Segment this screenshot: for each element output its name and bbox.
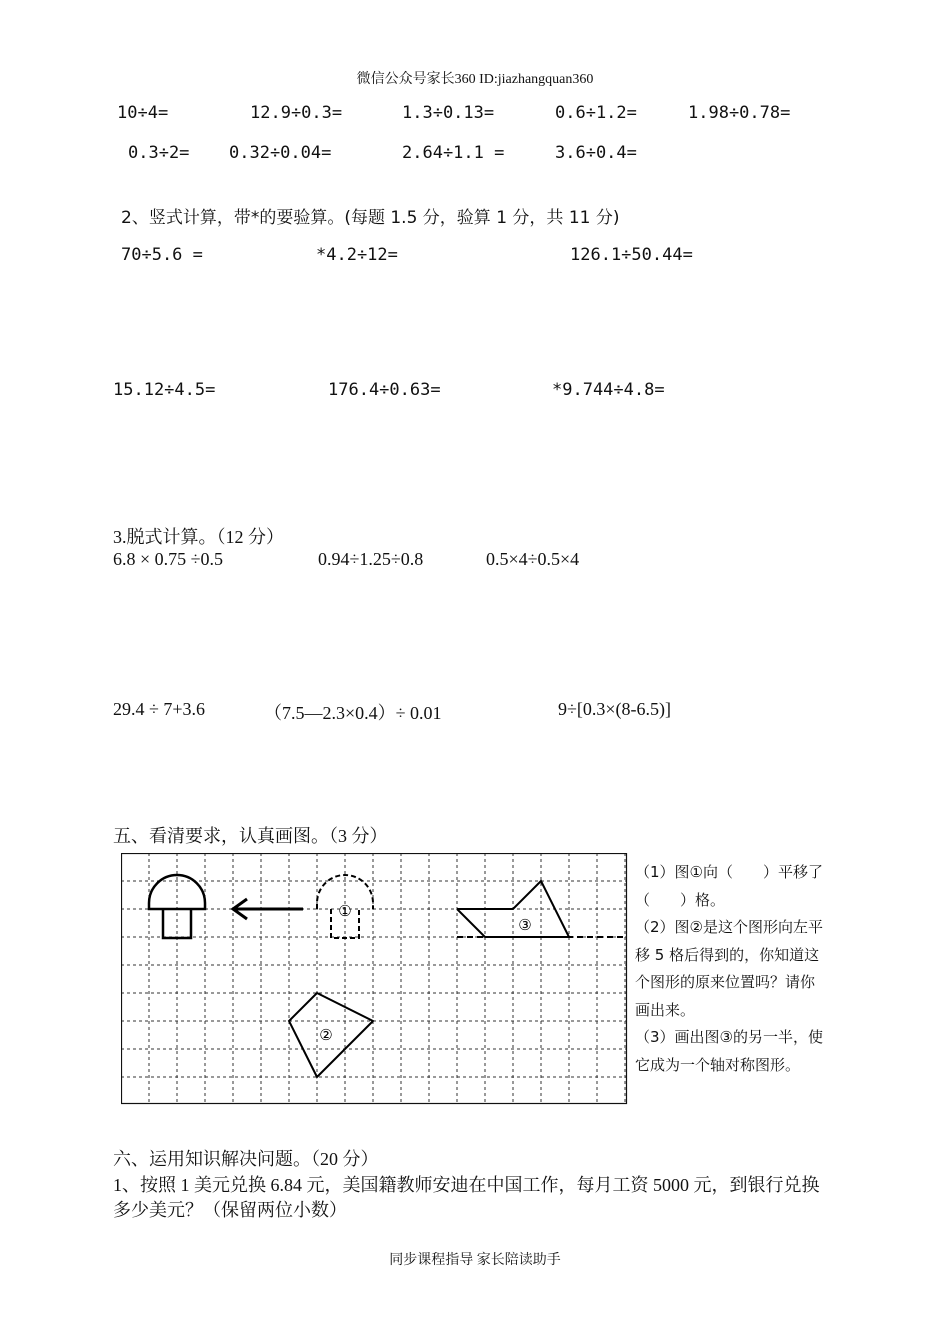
oral-item: 3.6÷0.4= — [555, 143, 637, 163]
stepwise-item: 6.8 × 0.75 ÷0.5 — [113, 549, 224, 569]
vertical-item: *4.2÷12= — [316, 245, 398, 265]
stepwise-item: （7.5—2.3×0.4）÷ 0.01 — [264, 703, 442, 723]
instruction-1: （1）图①向（ ）平移了（ ）格。 — [635, 863, 823, 909]
oral-item: 12.9÷0.3= — [250, 103, 343, 123]
page-footer: 同步课程指导 家长陪读助手 — [389, 1253, 561, 1268]
left-arrow — [233, 899, 303, 919]
oral-item: 2.64÷1.1 = — [402, 143, 505, 163]
vertical-item: 70÷5.6 = — [121, 245, 203, 265]
oral-item: 10÷4= — [117, 103, 169, 123]
drawing-instructions — [633, 859, 825, 1079]
problem-text: 1、按照 1 美元兑换 6.84 元，美国籍教师安迪在中国工作，每月工资 5000 元，到银行兑换 — [113, 1175, 820, 1195]
instruction-2: （2）图②是这个图形向左平移 5 格后得到的，你知道这个图形的原来位置吗？请你画出来。 — [635, 918, 823, 1019]
section-title: 五、看清要求，认真画图。（3 分） — [113, 826, 388, 846]
grid-border — [122, 854, 627, 1104]
section-title: 3.脱式计算。（12 分） — [113, 527, 284, 547]
page-header: 微信公众号家长360 ID:jiazhangquan360 — [356, 72, 594, 87]
stepwise-item: 9÷[0.3×(8-6.5)] — [558, 699, 672, 719]
oral-item: 0.6÷1.2= — [555, 103, 637, 123]
oral-item: 0.3÷2= — [128, 143, 190, 163]
oral-item: 1.98÷0.78= — [688, 103, 791, 123]
oral-item: 0.32÷0.04= — [229, 143, 332, 163]
stepwise-item: 29.4 ÷ 7+3.6 — [113, 699, 206, 719]
vertical-item: *9.744÷4.8= — [552, 380, 665, 400]
figure-label: ③ — [518, 916, 532, 934]
vertical-item: 15.12÷4.5= — [113, 380, 216, 400]
section-title: 2、竖式计算，带*的要验算。(每题 1.5 分，验算 1 分，共 11 分) — [121, 208, 620, 228]
figure-label: ② — [319, 1026, 333, 1044]
section-title: 六、运用知识解决问题。（20 分） — [113, 1149, 379, 1169]
vertical-item: 126.1÷50.44= — [570, 245, 693, 265]
problem-text: 多少美元？（保留两位小数） — [113, 1200, 347, 1220]
oral-item: 1.3÷0.13= — [402, 103, 495, 123]
stepwise-item: 0.5×4÷0.5×4 — [486, 549, 580, 569]
instruction-3: （3）画出图③的另一半，使它成为一个轴对称图形。 — [635, 1028, 823, 1074]
vertical-item: 176.4÷0.63= — [328, 380, 441, 400]
figure-label: ① — [338, 902, 352, 920]
stepwise-item: 0.94÷1.25÷0.8 — [318, 549, 424, 569]
